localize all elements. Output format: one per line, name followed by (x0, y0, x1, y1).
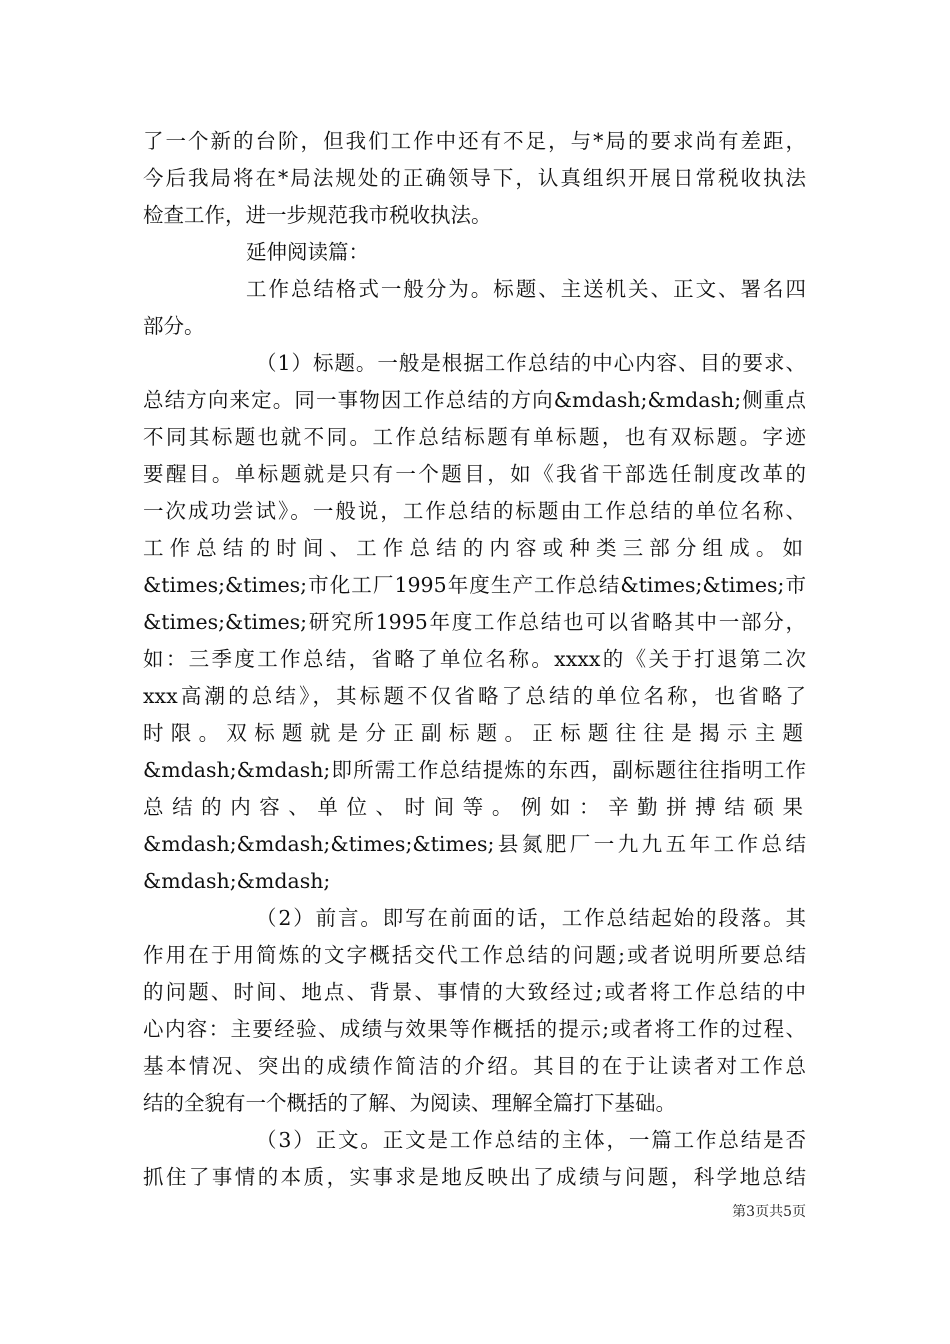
text-line: 今后我局将在*局法规处的正确领导下，认真组织开展日常税收执法 (143, 166, 806, 190)
text-line: 总结方向来定。同一事物因工作总结的方向&mdash;&mdash;侧重点 (143, 388, 806, 412)
text-line: 抓住了事情的本质，实事求是地反映出了成绩与问题，科学地总结 (143, 1165, 806, 1189)
text-line: &mdash;&mdash;&times;&times;县氮肥厂一九九五年工作总结 (143, 832, 806, 856)
page-number: 第3页共5页 (732, 1204, 806, 1220)
text-line: 了一个新的台阶，但我们工作中还有不足，与*局的要求尚有差距， (143, 129, 806, 153)
text-line: 基本情况、突出的成绩作简洁的介绍。其目的在于让读者对工作总 (143, 1054, 806, 1078)
text-line: 部分。 (143, 314, 205, 338)
text-line: （3）正文。正文是工作总结的主体，一篇工作总结是否 (256, 1128, 806, 1152)
text-line: 一次成功尝试》。一般说，工作总结的标题由工作总结的单位名称、 (143, 499, 806, 523)
text-line: 工作总结格式一般分为。标题、主送机关、正文、署名四 (246, 277, 806, 301)
text-line: （2）前言。即写在前面的话，工作总结起始的段落。其 (256, 906, 806, 930)
text-line: 不同其标题也就不同。工作总结标题有单标题，也有双标题。字迹 (143, 425, 806, 449)
text-line: 结的全貌有一个概括的了解、为阅读、理解全篇打下基础。 (143, 1091, 676, 1115)
text-line: 工作总结的时间、工作总结的内容或种类三部分组成。如 (143, 536, 806, 560)
section-heading: 延伸阅读篇： (246, 240, 369, 264)
text-line: &mdash;&mdash;即所需工作总结提炼的东西，副标题往往指明工作 (143, 758, 806, 782)
text-line: 心内容：主要经验、成绩与效果等作概括的提示;或者将工作的过程、 (143, 1017, 806, 1041)
text-line: 总结的内容、单位、时间等。例如：辛勤拼搏结硕果 (143, 795, 806, 819)
text-line: &mdash;&mdash; (143, 869, 331, 893)
text-line: 检查工作，进一步规范我市税收执法。 (143, 203, 492, 227)
text-line: xxx高潮的总结》，其标题不仅省略了总结的单位名称，也省略了 (143, 684, 806, 708)
text-line: 如：三季度工作总结，省略了单位名称。xxxx的《关于打退第二次 (143, 647, 806, 671)
text-line: 要醒目。单标题就是只有一个题目，如《我省干部选任制度改革的 (143, 462, 806, 486)
text-line: &times;&times;研究所1995年度工作总结也可以省略其中一部分， (143, 610, 806, 634)
text-line: 的问题、时间、地点、背景、事情的大致经过;或者将工作总结的中 (143, 980, 806, 1004)
text-line: &times;&times;市化工厂1995年度生产工作总结&times;&times;市 (143, 573, 806, 597)
text-line: （1）标题。一般是根据工作总结的中心内容、目的要求、 (256, 351, 806, 375)
text-line: 作用在于用简炼的文字概括交代工作总结的问题;或者说明所要总结 (143, 943, 806, 967)
text-line: 时限。双标题就是分正副标题。正标题往往是揭示主题 (143, 721, 806, 745)
